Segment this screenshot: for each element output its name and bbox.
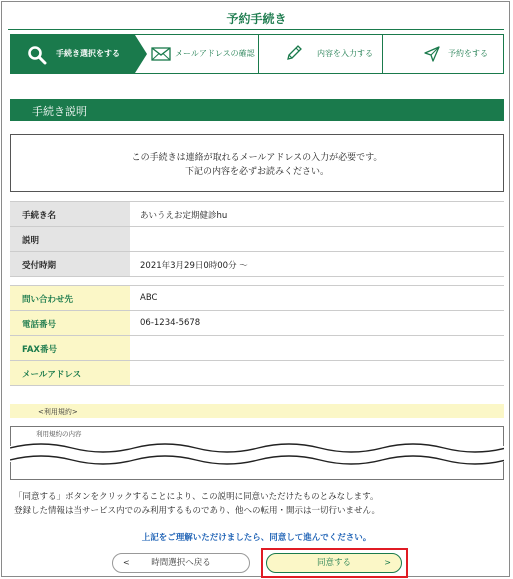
- row-value: [130, 336, 504, 360]
- row-label: 電話番号: [10, 311, 130, 335]
- agree-button-highlight: [261, 548, 408, 578]
- page-title: 予約手続き: [226, 12, 287, 26]
- agreement-text: [14, 490, 504, 518]
- row-value: [130, 361, 504, 385]
- search-icon: [27, 45, 47, 65]
- row-value: 2021年3月29日0時00分 ～: [140, 261, 248, 271]
- notice-line-2: 下記の内容を必ずお読みください。: [184, 167, 329, 177]
- agreement-line-1: 「同意する」ボタンをクリックすることにより、この説明に同意いただけたものとみなします。: [14, 492, 379, 502]
- section-header: [10, 99, 504, 121]
- table-row: [10, 227, 504, 252]
- back-button-label: 時間選択へ戻る: [151, 558, 211, 568]
- back-to-time-selection-button[interactable]: [112, 553, 250, 573]
- table-row: [10, 336, 504, 361]
- table-row: [10, 311, 504, 336]
- page-frame: [1, 1, 510, 577]
- terms-box-outline: [10, 426, 504, 480]
- row-label: 手続き名: [10, 202, 130, 226]
- terms-heading-text: <利用規約>: [38, 408, 78, 416]
- step-select-procedure: [11, 35, 135, 73]
- row-label: FAX番号: [10, 336, 130, 360]
- pencil-icon: [285, 44, 303, 62]
- proceed-message: 上記をご理解いただけましたら、同意して進んでください。: [141, 533, 372, 543]
- chevron-left-icon: <: [123, 558, 130, 567]
- chevron-right-icon: >: [384, 558, 391, 567]
- row-value: [130, 227, 504, 251]
- row-label: 説明: [10, 227, 130, 251]
- row-value: 06-1234-5678: [140, 318, 201, 328]
- table-row: [10, 252, 504, 277]
- row-label: メールアドレス: [10, 361, 130, 385]
- procedure-table: [10, 201, 504, 277]
- agree-button-label: 同意する: [316, 558, 351, 568]
- notice-line-1: この手続きは連絡が取れるメールアドレスの入力が必要です。: [131, 153, 383, 163]
- agreement-line-2: 登録した情報は当サービス内でのみ利用するものであり、他への転用・開示は一切行いません。: [14, 506, 381, 516]
- table-row: [10, 286, 504, 311]
- step-label: 手続き選択をする: [56, 49, 120, 58]
- table-row: [10, 361, 504, 386]
- step-label: 内容を入力する: [317, 49, 373, 58]
- step-reserve: [383, 35, 503, 73]
- step-label: メールアドレスの確認: [175, 49, 255, 58]
- step-confirm-email: [147, 35, 257, 73]
- terms-content-label: 利用規約の内容: [36, 430, 82, 438]
- terms-content-box[interactable]: [10, 426, 504, 480]
- section-title: 手続き説明: [32, 105, 87, 118]
- table-row: [10, 202, 504, 227]
- mail-icon: [151, 47, 171, 61]
- step-enter-details: [259, 35, 381, 73]
- step-label: 予約をする: [448, 49, 488, 58]
- row-label: 問い合わせ先: [10, 286, 130, 310]
- title-divider: [8, 29, 504, 30]
- row-value: ABC: [140, 293, 158, 303]
- send-icon: [423, 45, 441, 63]
- row-value: あいうえお定期健診hu: [140, 211, 228, 221]
- notice-box: [10, 134, 504, 192]
- contact-table: [10, 285, 504, 386]
- row-label: 受付時期: [10, 252, 130, 276]
- step-indicator: [10, 34, 504, 74]
- step-arrow: [135, 35, 147, 73]
- terms-heading: [10, 404, 504, 418]
